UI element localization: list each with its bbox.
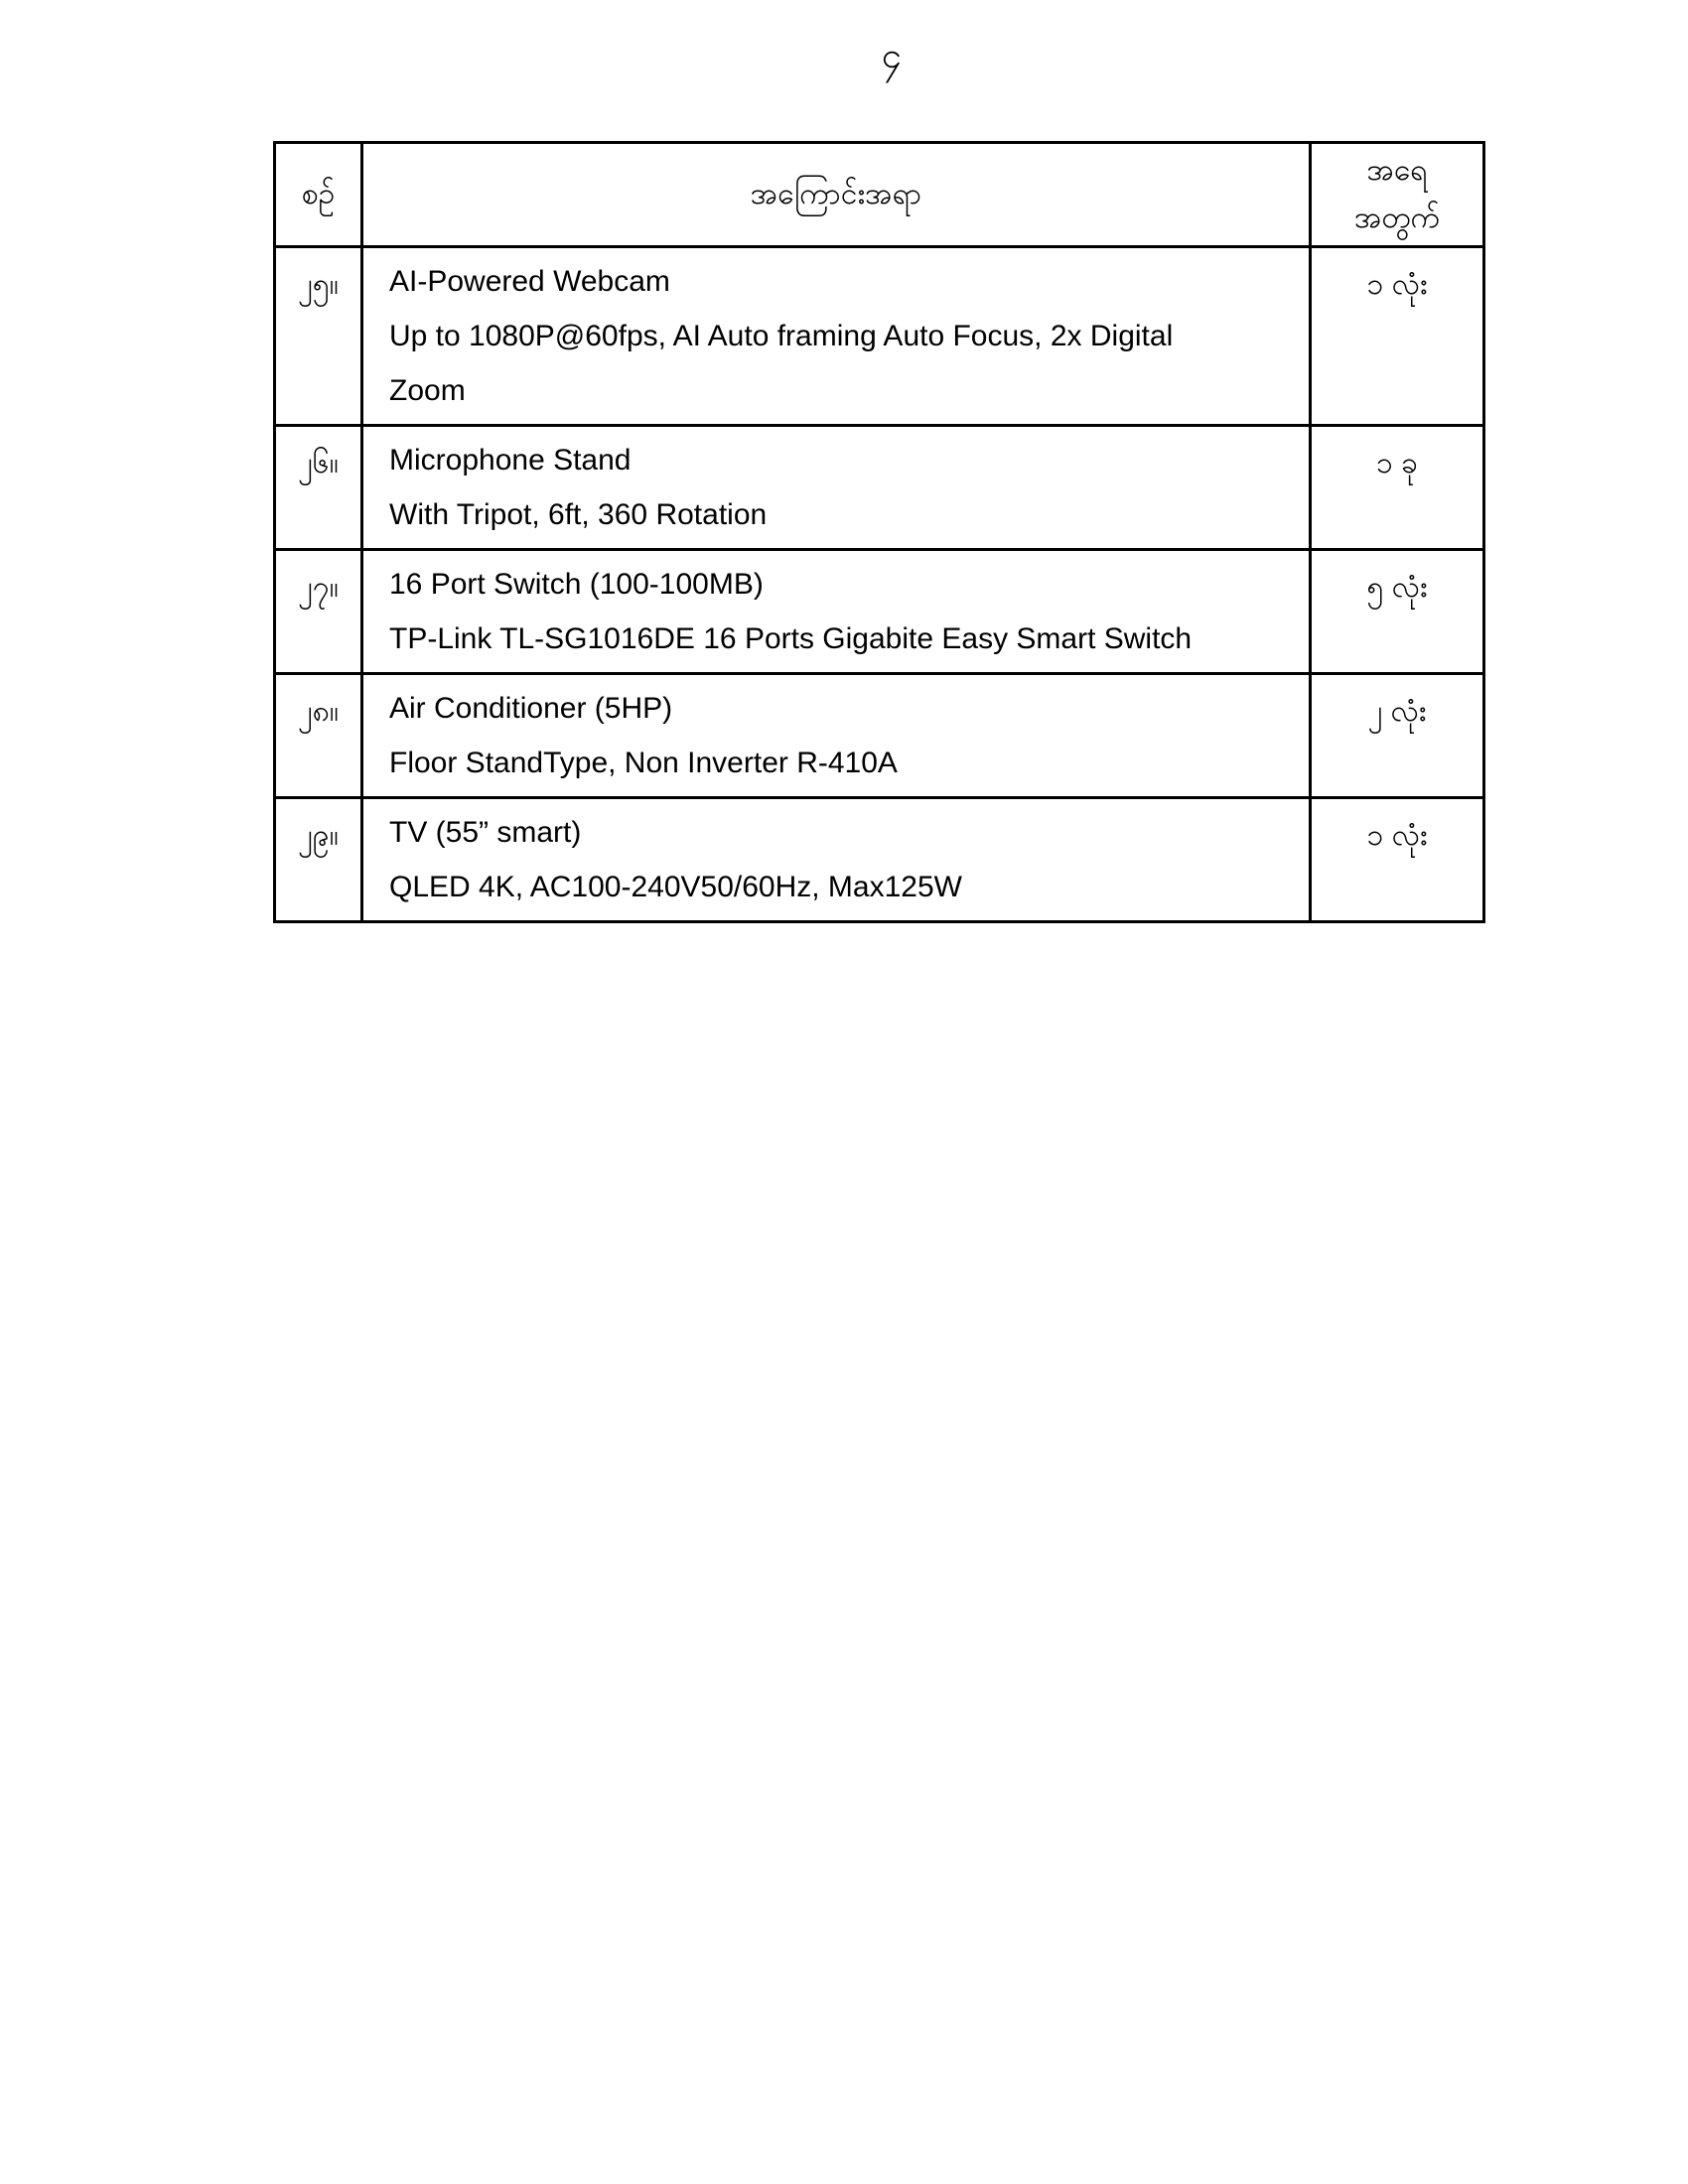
table-row: [275, 798, 1484, 922]
item-description: [362, 247, 1311, 426]
table-row: [275, 247, 1484, 426]
item-spec: Zoom: [389, 374, 466, 407]
col-header-quantity: [1311, 143, 1484, 247]
col-header-description: အကြောင်းအရာ: [362, 143, 1311, 247]
item-description: [362, 550, 1311, 674]
item-spec: With Tripot, 6ft, 360 Rotation: [389, 498, 768, 531]
col-header-serial: စဉ်: [275, 143, 362, 247]
table-row: [275, 550, 1484, 674]
item-quantity: ၁ လုံး: [1311, 247, 1484, 426]
row-serial: ၂၉။: [275, 798, 362, 922]
item-description: [362, 798, 1311, 922]
col-header-quantity-line1: အရေ: [1366, 154, 1428, 187]
page-number: ၄: [881, 35, 903, 75]
table-row: [275, 426, 1484, 550]
row-serial: ၂၈။: [275, 674, 362, 798]
item-spec: Floor StandType, Non Inverter R-410A: [389, 747, 898, 779]
table-header-row: [275, 143, 1484, 247]
item-quantity: ၅ လုံး: [1311, 550, 1484, 674]
item-description: [362, 426, 1311, 550]
item-description: [362, 674, 1311, 798]
row-serial: ၂၆။: [275, 426, 362, 550]
row-serial: ၂၅။: [275, 247, 362, 426]
item-title: 16 Port Switch (100-100MB): [389, 568, 764, 601]
table-row: [275, 674, 1484, 798]
item-spec: TP-Link TL-SG1016DE 16 Ports Gigabite Easy Smart Switch: [389, 622, 1193, 655]
col-header-quantity-line2: အတွက်: [1353, 202, 1441, 234]
row-serial: ၂၇။: [275, 550, 362, 674]
item-title: TV (55” smart): [389, 816, 582, 849]
items-table: [273, 141, 1485, 923]
item-quantity: ၁ လုံး: [1311, 798, 1484, 922]
item-quantity: ၂ လုံး: [1311, 674, 1484, 798]
item-quantity: ၁ ခု: [1311, 426, 1484, 550]
item-spec: Up to 1080P@60fps, AI Auto framing Auto Focus, 2x Digital: [389, 320, 1174, 352]
item-title: Microphone Stand: [389, 444, 632, 477]
item-spec: QLED 4K, AC100-240V50/60Hz, Max125W: [389, 871, 962, 903]
item-title: Air Conditioner (5HP): [389, 692, 673, 725]
item-title: AI-Powered Webcam: [389, 265, 670, 298]
